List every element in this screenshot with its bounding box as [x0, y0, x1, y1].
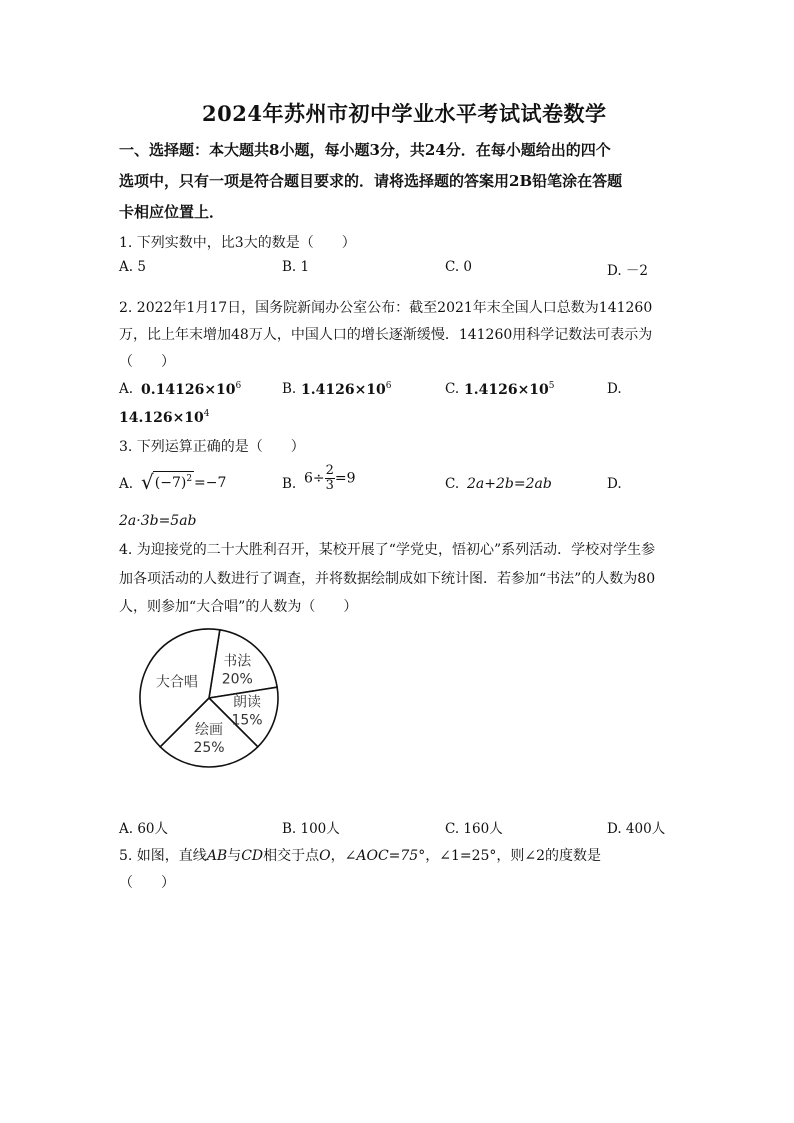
q5-stem-line2: （ ） — [119, 875, 175, 891]
pie-value-label-3: 25% — [193, 740, 225, 756]
pie-value-label-2: 15% — [231, 712, 263, 729]
q5-angle-1: ∠1=25° — [439, 848, 497, 864]
q1-option-a: A. 5 — [119, 259, 146, 275]
q3-option-b — [304, 464, 356, 493]
q2-stem-line3: （ ） — [119, 354, 175, 370]
q3-option-d: 2a·3b=5ab — [119, 513, 197, 529]
q3-option-c: 2a+2b=2ab — [467, 476, 552, 492]
q3-option-a-exponent: 2 — [186, 474, 193, 484]
q4-option-a: A. 60人 — [119, 821, 169, 837]
sqrt-icon: √ — [141, 470, 154, 494]
q2-option-d-label: D. — [607, 381, 622, 397]
q2-option-d-value: 14.126×10 — [119, 410, 204, 426]
q2-option-b-value: 1.4126×10 — [301, 382, 386, 398]
q3-option-a-rest: =−7 — [194, 475, 227, 491]
pie-value-label-1: 20% — [221, 671, 253, 688]
q5-stem-line1: 5. 如图，直线AB与CD相交于点O，∠AOC=75°，∠1=25°，则∠2的度数是 — [119, 848, 602, 864]
pie-chart — [126, 628, 306, 778]
q3-option-b-fraction — [325, 464, 335, 493]
q2-option-b — [301, 381, 392, 398]
q3-option-b-denominator: 3 — [325, 478, 334, 493]
q2-option-c-label: C. — [445, 381, 460, 397]
page-title: 2024年苏州市初中学业水平考试试卷数学 — [202, 101, 607, 126]
pie-label-1: 书法 — [223, 653, 252, 670]
pie-label-3: 绘画 — [195, 722, 223, 738]
section-heading-line3: 卡相应位置上． — [119, 203, 225, 221]
q2-option-a — [141, 381, 241, 398]
q2-option-b-exponent: 6 — [385, 381, 392, 391]
q5-line-cd: CD — [241, 848, 264, 864]
q5-point-o: O — [319, 848, 331, 864]
q3-option-b-label: B. — [282, 476, 297, 492]
section-heading-line1: 一、选择题：本大题共8小题，每小题3分，共24分．在每小题给出的四个 — [119, 141, 611, 159]
q2-option-d-exponent: 4 — [203, 409, 210, 419]
q3-option-c-label: C. — [445, 476, 460, 492]
q5-angle-aoc: ∠AOC=75° — [344, 848, 426, 864]
q3-option-a-label: A. — [119, 476, 134, 492]
q2-option-c — [464, 381, 555, 398]
q5-stem-pre: 5. 如图，直线 — [119, 848, 207, 864]
q3-option-a — [141, 470, 226, 494]
q2-option-a-value: 0.14126×10 — [141, 382, 236, 398]
q1-stem: 1. 下列实数中，比3大的数是（ ） — [119, 235, 356, 251]
q1-option-c: C. 0 — [445, 259, 473, 275]
q2-option-b-label: B. — [282, 381, 297, 397]
q2-stem-line1: 2. 2022年1月17日，国务院新闻办公室公布：截至2021年末全国人口总数为141260 — [119, 300, 653, 316]
q3-option-b-left: 6÷ — [304, 470, 325, 487]
q2-stem-line2: 万，比上年末增加48万人，中国人口的增长逐渐缓慢．141260用科学记数法可表示为 — [119, 327, 653, 343]
section-heading-line2: 选项中，只有一项是符合题目要求的．请将选择题的答案用2B铅笔涂在答题 — [119, 172, 623, 190]
q3-option-b-rest: =9 — [334, 470, 356, 487]
q4-option-c: C. 160人 — [445, 821, 503, 837]
q5-end: ，则∠2的度数是 — [496, 848, 602, 864]
q5-mid1: 与 — [227, 848, 242, 864]
q5-mid2: 相交于点 — [263, 848, 320, 864]
q2-option-d — [119, 409, 210, 426]
pie-label-4: 大合唱 — [155, 674, 198, 691]
q1-option-d: D. －2 — [607, 263, 649, 279]
q2-option-c-value: 1.4126×10 — [464, 382, 549, 398]
q5-line-ab: AB — [206, 848, 228, 864]
q3-stem: 3. 下列运算正确的是（ ） — [119, 439, 305, 455]
q3-option-b-numerator: 2 — [325, 463, 334, 478]
q2-option-a-label: A. — [119, 381, 134, 397]
q4-stem-line1: 4. 为迎接党的二十大胜利召开，某校开展了“学党史，悟初心”系列活动．学校对学生参 — [119, 542, 656, 558]
q3-option-d-label: D. — [607, 476, 622, 492]
q4-option-d: D. 400人 — [607, 821, 666, 837]
pie-label-2: 朗读 — [233, 694, 261, 711]
q2-option-c-exponent: 5 — [548, 381, 555, 391]
q4-stem-line2: 加各项活动的人数进行了调查，并将数据绘制成如下统计图．若参加“书法”的人数为80 — [119, 571, 656, 587]
q3-option-a-radicand: (−7) — [154, 475, 187, 491]
q1-option-b: B. 1 — [282, 259, 310, 275]
q2-option-a-exponent: 6 — [235, 381, 242, 391]
q4-stem-line3: 人，则参加“大合唱”的人数为（ ） — [119, 599, 358, 615]
q4-option-b: B. 100人 — [282, 821, 340, 837]
